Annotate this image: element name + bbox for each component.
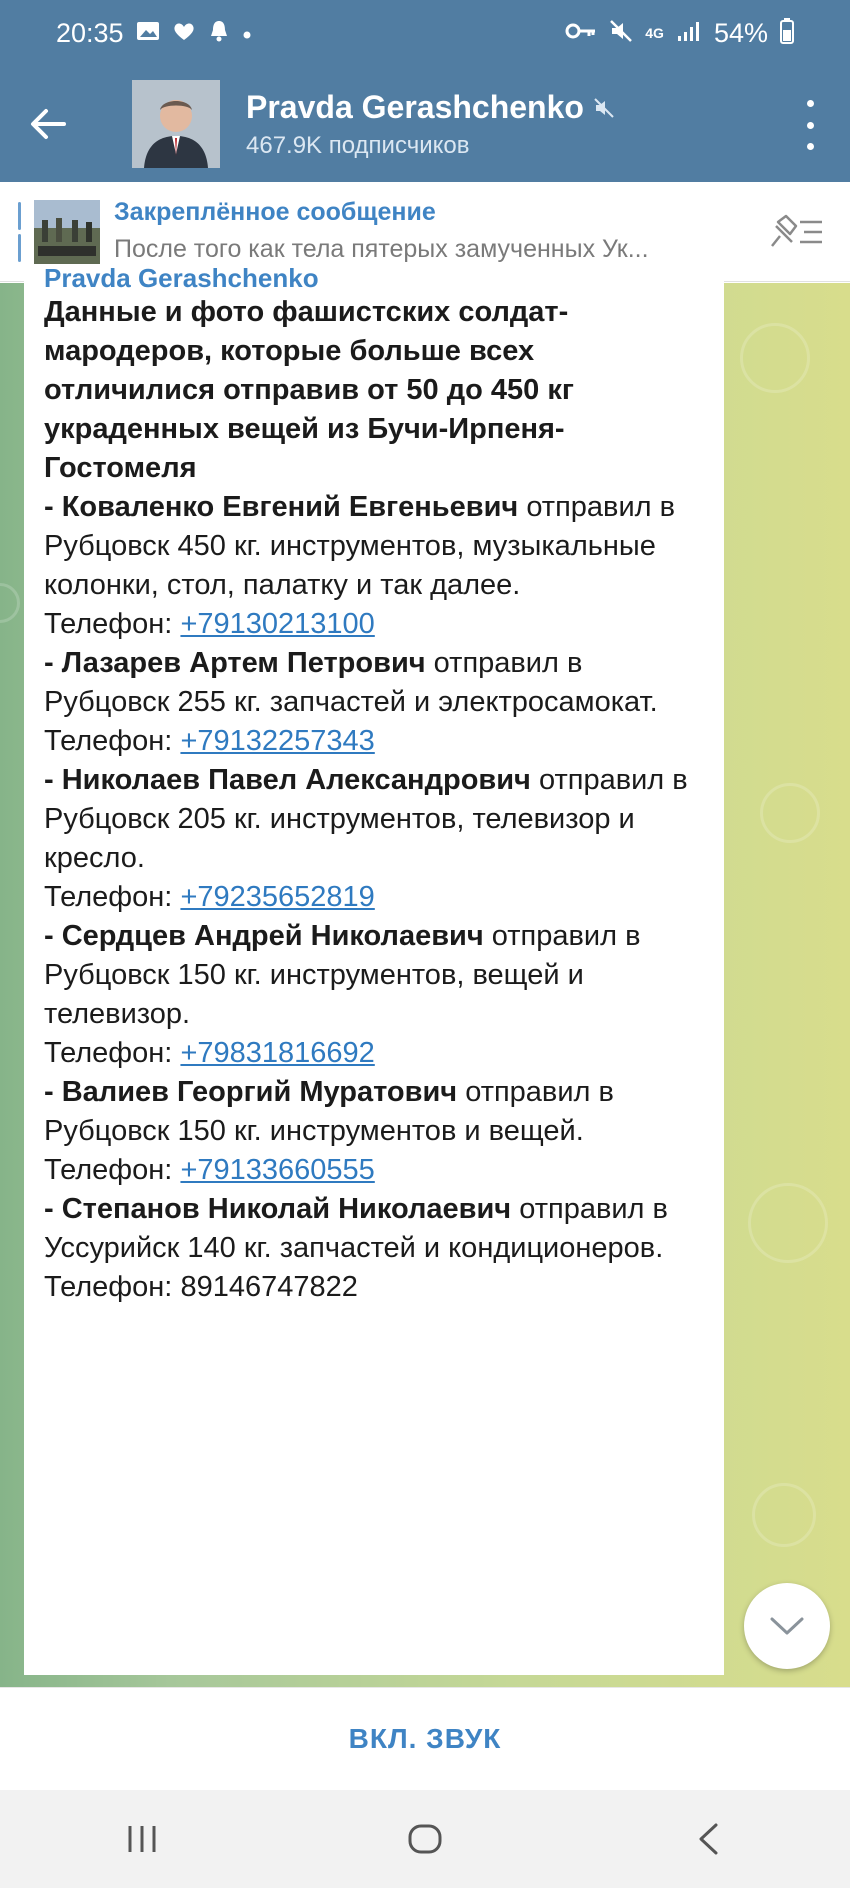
message-intro: Данные и фото фашистских солдат-мародеров, которые больше всех отличилися отправив от 50 до 450 кг украденных вещей из Бучи-Ирпеня-Гостомеля: [44, 296, 574, 484]
dot-icon: [807, 100, 814, 107]
battery-icon: [780, 18, 794, 48]
recents-icon: [125, 1824, 159, 1854]
phone-link[interactable]: +79235652819: [180, 881, 375, 913]
phone-link[interactable]: +79133660555: [180, 1154, 375, 1186]
home-button[interactable]: [365, 1799, 485, 1879]
list-item: - Степанов Николай Николаевич отправил в Уссурийск 140 кг. запчастей и кондиционеров. Телефон: 89146747822: [44, 1193, 668, 1303]
signal-icon: [676, 20, 702, 46]
status-time: 20:35: [56, 17, 124, 48]
status-bar: [0, 0, 850, 66]
notification-icon: [208, 19, 230, 47]
pinned-indicator: [18, 202, 21, 262]
system-nav-bar: [0, 1790, 850, 1888]
list-item: - Сердцев Андрей Николаевич отправил в Рубцовск 150 кг. инструментов, вещей и телевизор. Телефон: +79831816692: [44, 920, 641, 1069]
subscriber-count: 467.9K подписчиков: [246, 131, 470, 159]
network-type: 4G: [645, 25, 664, 41]
arrow-left-icon: [30, 108, 66, 140]
doodle-circle: [752, 1483, 816, 1547]
gallery-icon: [136, 20, 160, 46]
chat-area[interactable]: [0, 263, 850, 1687]
channel-avatar[interactable]: [132, 80, 220, 168]
scroll-down-button[interactable]: [744, 1583, 830, 1669]
chat-header: [0, 66, 850, 182]
doodle-circle: [740, 323, 810, 393]
system-back-button[interactable]: [648, 1799, 768, 1879]
doodle-circle: [748, 1183, 828, 1263]
bottom-action-bar: [0, 1687, 850, 1790]
dot-icon: [807, 122, 814, 129]
doodle-circle: [0, 583, 20, 623]
list-item: - Коваленко Евгений Евгеньевич отправил в Рубцовск 450 кг. инструментов, музыкальные колонки, стол, палатку и так далее. Телефон: +79130213100: [44, 491, 676, 640]
back-button[interactable]: [0, 66, 96, 182]
unmute-button[interactable]: ВКЛ. ЗВУК: [348, 1723, 502, 1754]
message-sender: Pravda Gerashchenko: [44, 263, 319, 293]
message-bubble[interactable]: [24, 263, 724, 1675]
more-options-button[interactable]: [800, 100, 820, 150]
list-item: - Николаев Павел Александрович отправил в Рубцовск 205 кг. инструментов, телевизор и кресло. Телефон: +79235652819: [44, 764, 688, 913]
pinned-title: Закреплённое сообщение: [114, 198, 436, 226]
dot-icon: [242, 22, 252, 44]
key-icon: [565, 21, 597, 45]
list-item: - Валиев Георгий Муратович отправил в Рубцовск 150 кг. инструментов и вещей. Телефон: +79133660555: [44, 1076, 614, 1186]
chevron-left-icon: [696, 1822, 720, 1856]
chevron-down-icon: [769, 1615, 805, 1637]
phone-number: 89146747822: [180, 1271, 358, 1303]
mute-icon: [609, 19, 633, 47]
pinned-preview: После того как тела пятерых замученных Ук...: [114, 235, 649, 263]
home-icon: [407, 1823, 443, 1855]
muted-icon: [594, 89, 614, 126]
doodle-circle: [760, 783, 820, 843]
heart-check-icon: [172, 20, 196, 46]
phone-link[interactable]: +79831816692: [180, 1037, 375, 1069]
pinned-thumbnail: [34, 200, 100, 264]
battery-level: 54%: [713, 17, 768, 48]
phone-link[interactable]: +79132257343: [180, 725, 375, 757]
channel-title[interactable]: Pravda Gerashchenko: [246, 88, 584, 125]
phone-link[interactable]: +79130213100: [180, 608, 375, 640]
recent-apps-button[interactable]: [82, 1799, 202, 1879]
list-item: - Лазарев Артем Петрович отправил в Рубцовск 255 кг. запчастей и электросамокат. Телефон: +79132257343: [44, 647, 658, 757]
unpin-button[interactable]: [766, 212, 826, 252]
dot-icon: [807, 143, 814, 150]
pin-list-icon: [766, 212, 826, 252]
